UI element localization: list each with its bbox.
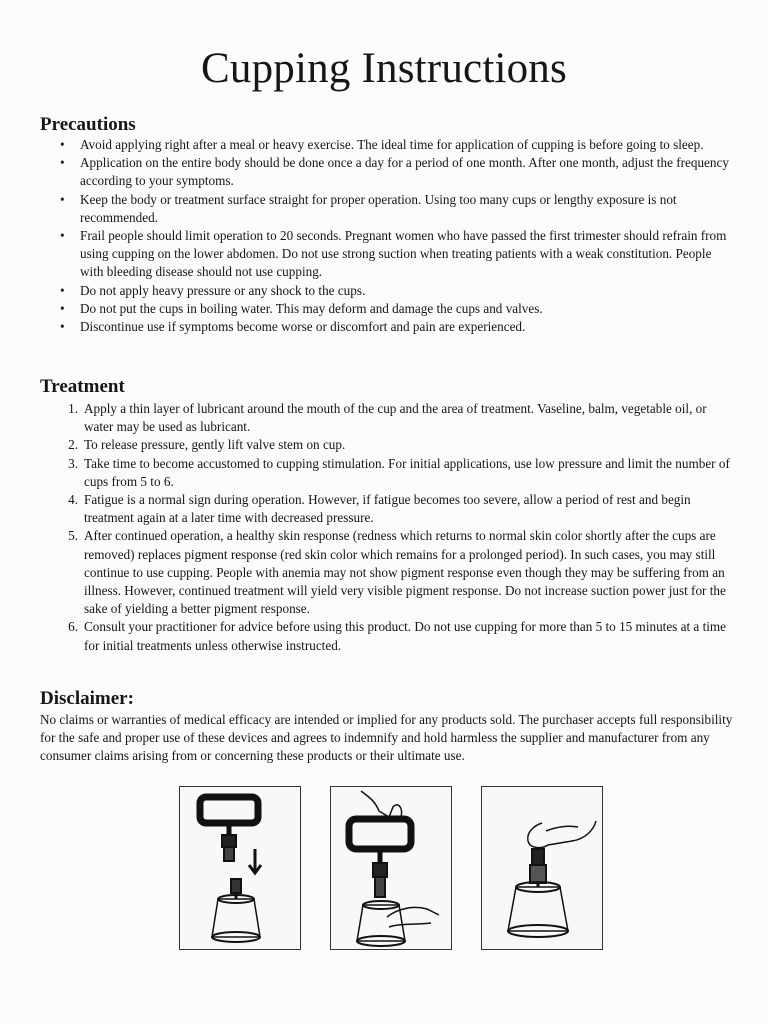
bullet-icon: •	[60, 228, 65, 244]
disclaimer-heading: Disclaimer:	[40, 688, 134, 709]
list-item: • Avoid applying right after a meal or heavy exercise. The ideal time for application of cupping is before going to sleep.	[56, 136, 736, 154]
treatment-heading: Treatment	[40, 376, 125, 397]
bullet-icon: •	[60, 319, 65, 335]
list-item: • Application on the entire body should be done once a day for a period of one month. After one month, adjust the frequency according to your symptoms.	[60, 155, 729, 189]
treatment-list	[58, 400, 738, 655]
list-item: • Keep the body or treatment surface straight for proper operation. Using too many cups or lengthy exposure is not recommended.	[60, 191, 677, 225]
list-item: 5. After continued operation, a healthy skin response (redness which returns to normal skin color shortly after the cups are removed) replaces pigment response (red skin color which remains for a prolonged period). In such cases, you may still continue to use cupping. People with anemia may not show pigment response even though they may be suffering from an illness. However, continued treatment will yield very visible pigment response. Do not increase suction power just for the sake of yielding a better pigment response.	[68, 528, 726, 617]
pump-gun-attach-illustration	[179, 786, 301, 950]
precautions-list	[56, 136, 736, 336]
list-item: • Do not put the cups in boiling water. This may deform and damage the cups and valves.	[56, 300, 736, 318]
page-title: Cupping Instructions	[201, 45, 567, 92]
valve-release-illustration	[481, 786, 603, 950]
bullet-icon: •	[60, 155, 65, 171]
list-item: 3. Take time to become accustomed to cupping stimulation. For initial applications, use low pressure and limit the number of cups from 5 to 6.	[68, 455, 730, 489]
list-item: 4. Fatigue is a normal sign during operation. However, if fatigue becomes too severe, allow a period of rest and begin treatment again at a later time with decreased pressure.	[68, 492, 691, 526]
list-item: 2. To release pressure, gently lift valve stem on cup.	[68, 437, 346, 453]
bullet-icon: •	[60, 282, 65, 298]
list-item: 1. Apply a thin layer of lubricant around the mouth of the cup and the area of treatment. Vaseline, balm, vegetable oil, or water may be used as lubricant.	[68, 401, 707, 435]
list-item: 6. Consult your practitioner for advice before using this product. Do not use cupping for more than 5 to 15 minutes at a time for initial treatments unless otherwise instructed.	[68, 619, 727, 653]
bullet-icon: •	[60, 137, 65, 152]
list-item: • Frail people should limit operation to 20 seconds. Pregnant women who have passed the first trimester should refrain from using cupping on the lower abdomen. Do not use strong suction when treating patients with a weak constitution. People with bleeding disease should not use cupping.	[60, 228, 727, 280]
bullet-icon: •	[60, 300, 65, 316]
precautions-heading: Precautions	[40, 114, 136, 135]
list-item: • Discontinue use if symptoms become worse or discomfort and pain are experienced.	[56, 318, 736, 336]
disclaimer-text: No claims or warranties of medical efficacy are intended or implied for any products sold. The purchaser accepts full responsibility for the safe and proper use of these devices and agrees to indemnify and hold harmless the supplier and manufacturer from any consumer claims arising from or concerning these products or their ultimate use.	[40, 712, 733, 764]
pump-gun-suction-illustration	[330, 786, 452, 950]
list-item: • Do not apply heavy pressure or any shock to the cups.	[56, 282, 736, 300]
bullet-icon: •	[60, 191, 65, 207]
